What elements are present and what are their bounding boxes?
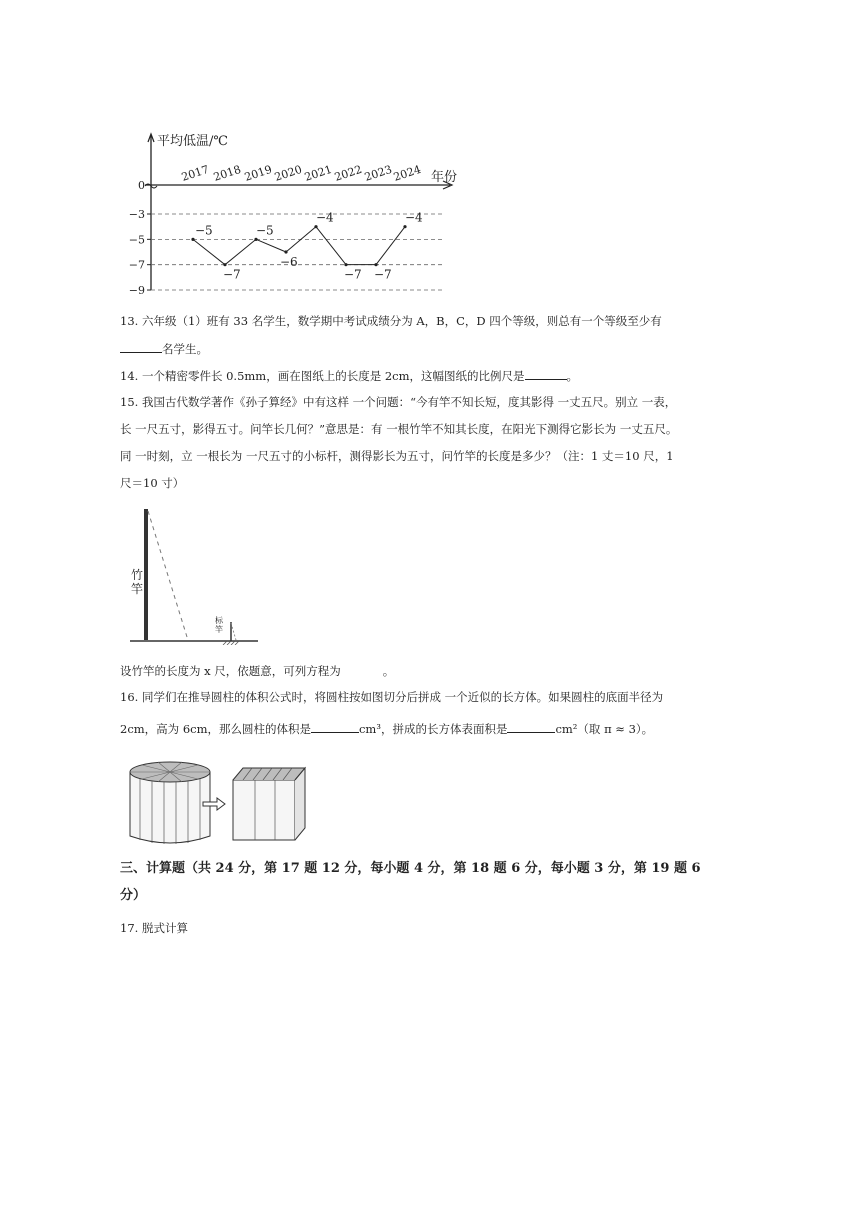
data-label: −5 xyxy=(256,223,274,238)
q16-blank2 xyxy=(507,722,555,733)
q16-text-a: 2cm，高为 6cm，那么圆柱的体积是 xyxy=(120,722,311,736)
cylinder xyxy=(130,762,210,844)
cuboid xyxy=(233,768,305,840)
bamboo-pole xyxy=(144,509,148,640)
x-tick-label: 2022 xyxy=(332,162,364,184)
q15-line4: 尺＝10 寸） xyxy=(120,476,185,490)
pole-label xyxy=(131,568,143,596)
data-point xyxy=(284,250,287,253)
x-tick-label: 2023 xyxy=(362,162,394,184)
marker-label-char: 竿 xyxy=(215,625,223,634)
data-point xyxy=(374,263,377,266)
q16-blank1 xyxy=(311,722,359,733)
y-tick-label: 0 xyxy=(138,179,145,192)
q13-line2 xyxy=(120,342,208,356)
q16-text-b: ，拼成的长方体表面积是 xyxy=(380,722,508,736)
x-tick-label: 2017 xyxy=(179,162,211,184)
temperature-chart xyxy=(125,128,470,300)
data-label: −7 xyxy=(344,267,362,282)
data-point xyxy=(403,225,406,228)
data-label: −7 xyxy=(374,267,392,282)
section3-line1: 三、计算题（共 24 分，第 17 题 12 分，每小题 4 分，第 18 题 6 分，每小题 3 分，第 19 题 6 xyxy=(120,861,701,876)
x-tick-label: 2024 xyxy=(391,162,423,184)
x-tick-label: 2019 xyxy=(242,162,274,184)
q13-line1: 13. 六年级（1）班有 33 名学生，数学期中考试成绩分为 A，B，C，D 四个等级，则总有一个等级至少有 xyxy=(120,314,662,328)
y-tick-label: −3 xyxy=(128,208,145,221)
data-label: −4 xyxy=(405,210,423,225)
shadow-ray xyxy=(148,511,187,637)
y-tick-label: −9 xyxy=(128,284,145,298)
bamboo-pole-figure xyxy=(125,505,260,645)
q15-line2: 长 一尺五寸，影得五寸。问竿长几何？”意思是：有 一根竹竿不知其长度，在阳光下测得它影长为 一丈五尺。 xyxy=(120,422,678,436)
q14-text: 14. 一个精密零件长 0.5mm，画在图纸上的长度是 2cm，这幅图纸的比例尺是 xyxy=(120,369,525,383)
q14-end: 。 xyxy=(566,369,579,383)
q13-blank xyxy=(120,342,162,353)
q16-text-c: （取 π ≈ 3）。 xyxy=(577,722,654,736)
q15-answer-line xyxy=(120,664,394,678)
q16-line1: 16. 同学们在推导圆柱的体积公式时，将圆柱按如图切分后拼成 一个近似的长方体。如果圆柱的底面半径为 xyxy=(120,690,664,704)
pole-label-char: 竹 xyxy=(131,568,144,582)
x-tick-label: 2018 xyxy=(211,162,243,184)
x-tick-label: 2021 xyxy=(302,162,334,184)
marker-label-char: 标 xyxy=(215,616,223,625)
data-label: −6 xyxy=(280,255,298,270)
data-point xyxy=(191,238,194,241)
q14-line xyxy=(120,369,578,383)
data-point xyxy=(314,225,317,228)
q16-unit2: cm² xyxy=(555,722,578,736)
q15-line3: 同 一时刻，立 一根长为 一尺五寸的小标杆，测得影长为五寸，问竹竿的长度是多少？（注：1 丈＝10 尺，1 xyxy=(120,449,674,463)
marker-label xyxy=(215,615,224,634)
q16-unit1: cm³ xyxy=(358,722,381,736)
q13-suffix: 名学生。 xyxy=(162,342,208,356)
data-point xyxy=(254,238,257,241)
data-label: −4 xyxy=(316,210,334,225)
data-point xyxy=(344,263,347,266)
x-axis-label: 年份 xyxy=(431,170,458,185)
section3-line2: 分） xyxy=(120,888,147,903)
q15-answer-end: 。 xyxy=(382,664,395,678)
q16-line2 xyxy=(120,722,653,736)
q15-line1: 15. 我国古代数学著作《孙子算经》中有这样 一个问题：“今有竿不知长短，度其影得 一丈五尺。别立 一表， xyxy=(120,395,677,409)
data-label: −7 xyxy=(223,267,241,282)
y-tick-label: −7 xyxy=(128,258,145,272)
data-label: −5 xyxy=(195,223,213,238)
pole-label-char: 竿 xyxy=(131,582,144,596)
q15-answer-text: 设竹竿的长度为 x 尺，依题意，可列方程为 xyxy=(120,664,341,678)
y-tick-label: −5 xyxy=(128,233,145,247)
y-axis-label: 平均低温/℃ xyxy=(157,134,228,149)
data-point xyxy=(223,263,226,266)
x-tick-label: 2020 xyxy=(272,162,304,184)
cylinder-figure xyxy=(125,758,310,846)
q17-title: 17. 脱式计算 xyxy=(120,921,188,935)
q14-blank xyxy=(525,369,567,380)
